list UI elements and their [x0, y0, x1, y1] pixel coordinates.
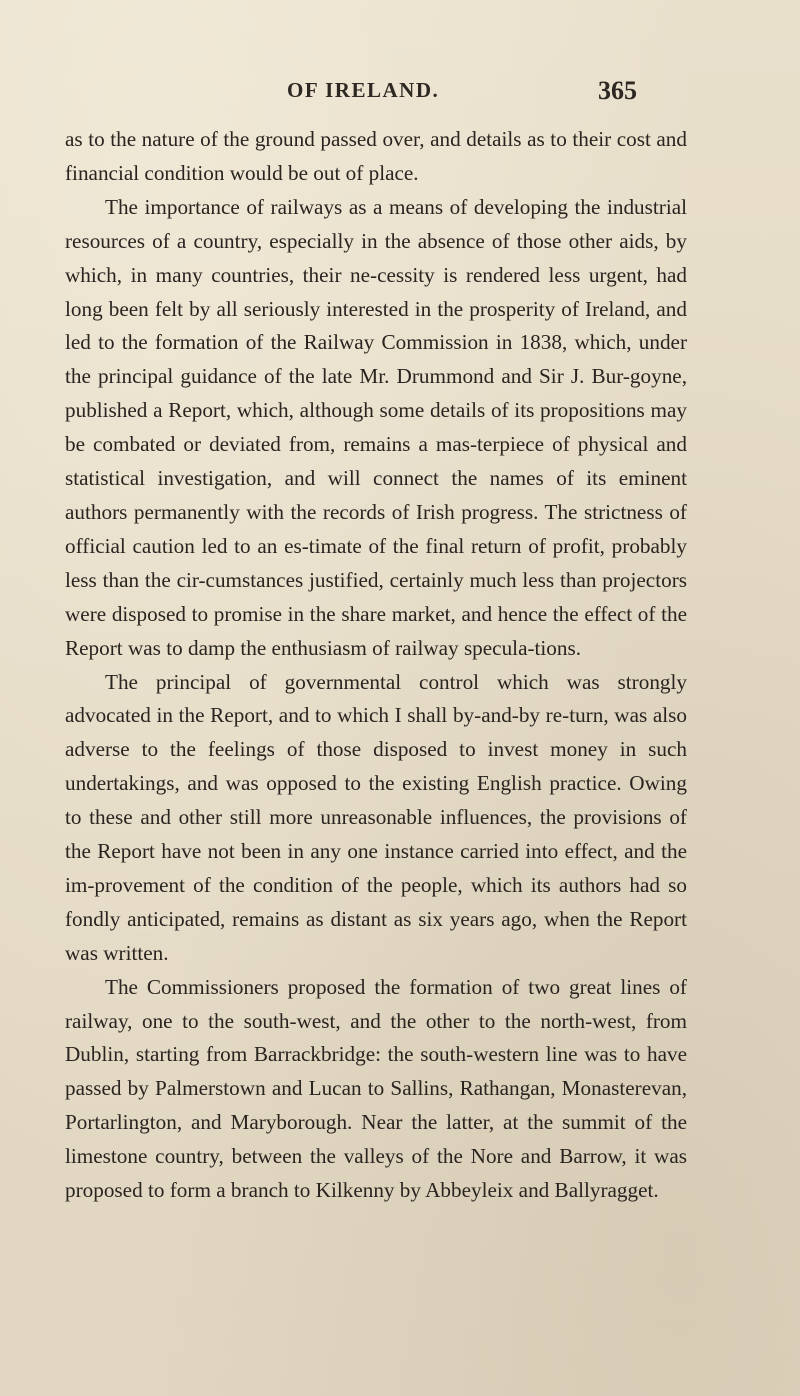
paragraph: The importance of railways as a means of developing the industrial resources of a country, especially in the absence of those other aids, by which, in many countries, their ne-cessity is rendered less urgent, had long been felt by all seriously interested in the prosperity of Ireland, and led to the formation of the Railway Commission in 1838, which, under the principal guidance of the late Mr. Drummond and Sir J. Bur-goyne, published a Report, which, although some details of its propositions may be combated or deviated from, remains a mas-terpiece of physical and statistical investigation, and will connect the names of its eminent authors permanently with the records of Irish progress. The strictness of official caution led to an es-timate of the final return of profit, probably less than the cir-cumstances justified, certainly much less than projectors were disposed to promise in the share market, and hence the effect of the Report was to damp the enthusiasm of railway specula-tions. — [65, 194, 687, 660]
paragraph: The principal of governmental control which was strongly advocated in the Report, and to which I shall by-and-by re-turn, was also adverse to the feelings of those disposed to invest money in such undertakings, and was opposed to the existing English practice. Owing to these and other still more unreasonable influences, the provisions of the Report have not been in any one instance carried into effect, and the im-provement of the condition of the people, which its authors had so fondly anticipated, remains as distant as six years ago, when the Report was written. — [65, 669, 687, 965]
page-number: 365 — [598, 76, 637, 105]
paragraph: The Commissioners proposed the formation of two great lines of railway, one to the south-west, and the other to the north-west, from Dublin, starting from Barrackbridge: the south-western line was to have passed by Palmerstown and Lucan to Sallins, Rathangan, Monasterevan, Portarlington, and Maryborough. Near the latter, at the summit of the limestone country, between the valleys of the Nore and Barrow, it was proposed to form a branch to Kilkenny by Abbeyleix and Ballyragget. — [65, 974, 687, 1203]
paragraph: as to the nature of the ground passed over, and details as to their cost and financial condition would be out of place. — [65, 127, 687, 185]
page-header — [0, 78, 800, 108]
running-title: OF IRELAND. — [287, 78, 440, 102]
body-text — [65, 123, 687, 1208]
